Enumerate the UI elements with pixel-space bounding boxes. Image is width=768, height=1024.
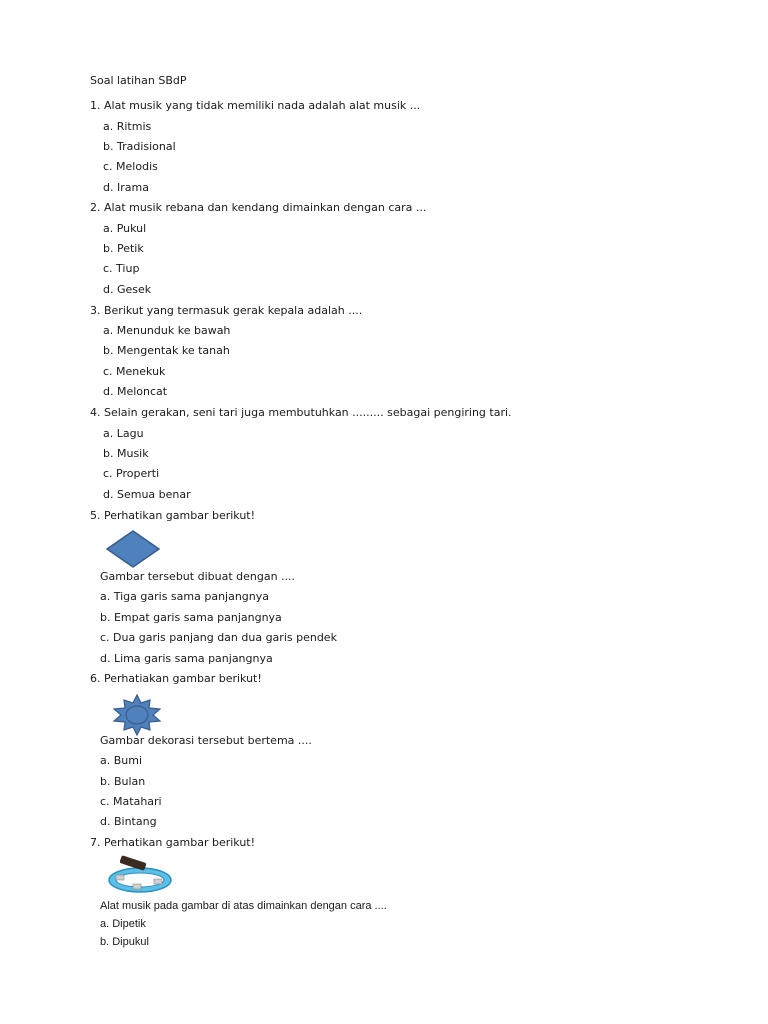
question-7-text: 7. Perhatikan gambar berikut! xyxy=(90,836,256,849)
question-1-option-c: c. Melodis xyxy=(103,160,158,173)
question-4-option-d: d. Semua benar xyxy=(103,488,191,501)
question-6-prompt: Gambar dekorasi tersebut bertema .... xyxy=(100,734,312,747)
question-1-option-b: b. Tradisional xyxy=(103,140,176,153)
question-5-option-d: d. Lima garis sama panjangnya xyxy=(100,652,273,665)
question-7-option-b: b. Dipukul xyxy=(100,936,149,948)
question-7-prompt: Alat musik pada gambar di atas dimainkan dengan cara .... xyxy=(100,900,387,912)
question-6-option-a: a. Bumi xyxy=(100,754,143,767)
question-6-option-d: d. Bintang xyxy=(100,815,157,828)
question-1-option-d: d. Irama xyxy=(103,181,149,194)
question-3-option-d: d. Meloncat xyxy=(103,385,168,398)
question-4-option-b: b. Musik xyxy=(103,447,149,460)
question-4-text: 4. Selain gerakan, seni tari juga membutuhkan ......... sebagai pengiring tari. xyxy=(90,406,512,419)
sun-shape-image xyxy=(106,694,168,736)
diamond-shape-image xyxy=(104,529,162,569)
question-6-text: 6. Perhatiakan gambar berikut! xyxy=(90,672,262,685)
question-6-option-b: b. Bulan xyxy=(100,775,146,788)
question-7-option-a: a. Dipetik xyxy=(100,918,146,930)
question-3-option-c: c. Menekuk xyxy=(103,365,166,378)
question-5-prompt: Gambar tersebut dibuat dengan .... xyxy=(100,570,296,583)
question-2-option-b: b. Petik xyxy=(103,242,144,255)
question-3-option-b: b. Mengentak ke tanah xyxy=(103,344,230,357)
diamond-shape xyxy=(107,531,159,567)
question-2-option-a: a. Pukul xyxy=(103,222,147,235)
question-2-option-d: d. Gesek xyxy=(103,283,152,296)
question-2-text: 2. Alat musik rebana dan kendang dimainkan dengan cara ... xyxy=(90,201,427,214)
question-2-option-c: c. Tiup xyxy=(103,262,140,275)
tambourine-image xyxy=(106,853,176,895)
question-5-option-c: c. Dua garis panjang dan dua garis pendek xyxy=(100,631,337,644)
question-4-option-a: a. Lagu xyxy=(103,427,144,440)
question-1-option-a: a. Ritmis xyxy=(103,120,152,133)
question-3-option-a: a. Menunduk ke bawah xyxy=(103,324,231,337)
question-4-option-c: c. Properti xyxy=(103,467,160,480)
question-3-text: 3. Berikut yang termasuk gerak kepala adalah .... xyxy=(90,304,363,317)
question-5-option-a: a. Tiga garis sama panjangnya xyxy=(100,590,270,603)
question-1-text: 1. Alat musik yang tidak memiliki nada adalah alat musik ... xyxy=(90,99,421,112)
document-title: Soal latihan SBdP xyxy=(90,74,187,87)
sun-center xyxy=(126,706,148,724)
question-5-option-b: b. Empat garis sama panjangnya xyxy=(100,611,282,624)
question-6-option-c: c. Matahari xyxy=(100,795,162,808)
question-5-text: 5. Perhatikan gambar berikut! xyxy=(90,509,256,522)
